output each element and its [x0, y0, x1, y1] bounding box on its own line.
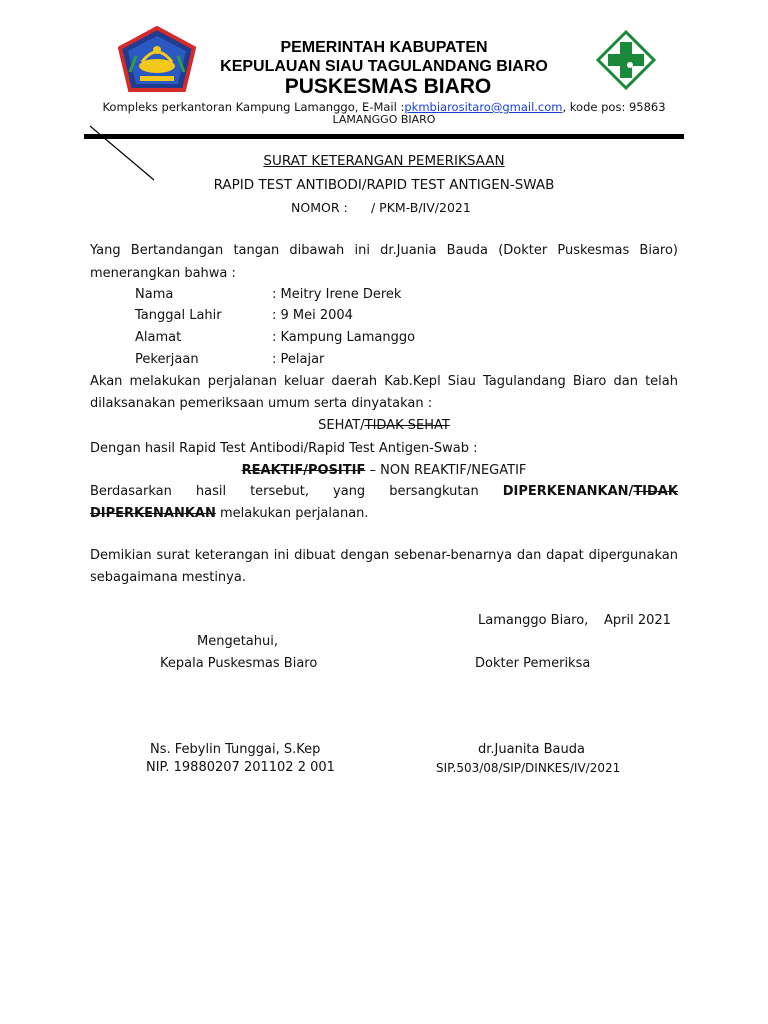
address-prefix: Kompleks perkantoran Kampung Lamanggo, E-Mail :	[102, 100, 405, 114]
field-value-pekerjaan: : Pelajar	[272, 352, 325, 367]
conclusion-word: bersangkutan	[389, 484, 479, 499]
place-date: Lamanggo Biaro,	[478, 613, 589, 628]
sign-right-sip: SIP.503/08/SIP/DINKES/IV/2021	[436, 761, 621, 775]
sign-left-title: Kepala Puskesmas Biaro	[160, 656, 318, 671]
field-value-tanggal-lahir: : 9 Mei 2004	[272, 308, 353, 323]
travel-line2: dilaksanakan pemeriksaan umum serta dinyatakan :	[90, 396, 433, 411]
title-line2: RAPID TEST ANTIBODI/RAPID TEST ANTIGEN-SWAB	[213, 177, 555, 193]
field-label-alamat: Alamat	[135, 330, 182, 345]
travel-line1: Akan melakukan perjalanan keluar daerah Kab.Kepl Siau Tagulandang Biaro dan telah	[90, 374, 678, 389]
conclusion-word: yang	[333, 484, 366, 499]
address-suffix: , kode pos: 95863	[562, 100, 666, 114]
field-label-nama: Nama	[135, 287, 174, 302]
conclusion-word: tersebut,	[250, 484, 310, 499]
conclusion-struck-1: TIDAK	[633, 484, 678, 499]
nomor-value: / PKM-B/IV/2021	[371, 200, 471, 215]
result-struck: REAKTIF/POSITIF	[241, 463, 366, 478]
field-label-pekerjaan: Pekerjaan	[135, 352, 199, 367]
health-struck: TIDAK SEHAT	[364, 418, 450, 433]
result-ok: – NON REAKTIF/NEGATIF	[365, 463, 527, 478]
sign-right-name: dr.Juanita Bauda	[478, 742, 585, 757]
field-label-tanggal-lahir: Tanggal Lahir	[135, 308, 222, 323]
closing-line2: sebagaimana mestinya.	[90, 570, 246, 585]
header-puskesmas: PUSKESMAS BIARO	[284, 75, 492, 98]
sign-left-known: Mengetahui,	[197, 634, 278, 649]
field-value-nama: : Meitry Irene Derek	[272, 287, 402, 302]
health-ok: SEHAT/	[318, 418, 365, 433]
conclusion-word: hasil	[195, 484, 227, 499]
sign-left-nip: NIP. 19880207 201102 2 001	[146, 760, 335, 775]
header-address	[0, 100, 768, 114]
result-status	[0, 463, 768, 478]
conclusion-word: Berdasarkan	[90, 484, 172, 499]
title-line1: SURAT KETERANGAN PEMERIKSAAN	[263, 153, 505, 169]
header-address-line2: LAMANGGO BIARO	[332, 113, 436, 126]
month-year: April 2021	[604, 613, 671, 628]
conclusion-struck-2: DIPERKENANKAN	[90, 506, 216, 521]
health-status	[0, 418, 768, 433]
conclusion-line2	[90, 506, 369, 521]
header-divider	[84, 134, 684, 139]
conclusion-tail: melakukan perjalanan.	[215, 506, 369, 521]
sign-right-title: Dokter Pemeriksa	[475, 656, 591, 671]
result-label: Dengan hasil Rapid Test Antibodi/Rapid Test Antigen-Swab :	[90, 441, 478, 456]
closing-line1: Demikian surat keterangan ini dibuat dengan sebenar-benarnya dan dapat dipergunakan	[90, 548, 678, 563]
conclusion-allowed: DIPERKENANKAN/	[502, 484, 634, 499]
email-link[interactable]: pkmbiarositaro@gmail.com	[404, 100, 563, 114]
conclusion-line1	[90, 484, 678, 499]
nomor-label: NOMOR :	[291, 200, 348, 215]
intro-line2: menerangkan bahwa :	[90, 266, 236, 281]
header-government: PEMERINTAH KABUPATEN	[280, 39, 488, 56]
sign-left-name: Ns. Febylin Tunggai, S.Kep	[150, 742, 321, 757]
field-value-alamat: : Kampung Lamanggo	[272, 330, 416, 345]
intro-line1: Yang Bertandangan tangan dibawah ini dr.Juania Bauda (Dokter Puskesmas Biaro)	[90, 243, 678, 258]
header-regency: KEPULAUAN SIAU TAGULANDANG BIARO	[220, 58, 548, 75]
